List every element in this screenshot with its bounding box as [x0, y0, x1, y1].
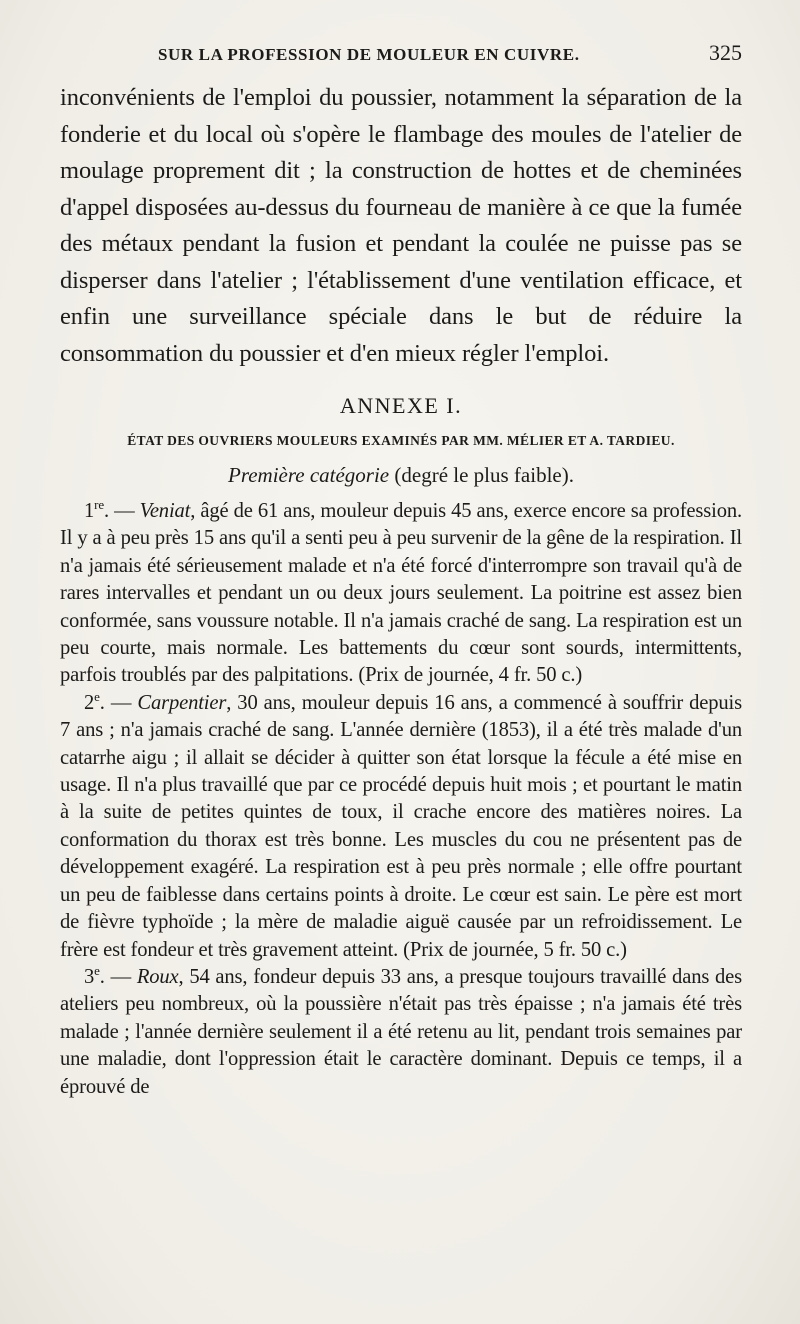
case-text: , 54 ans, fondeur depuis 33 ans, a presque toujours travaillé dans des ateliers peu nombreux, où la poussière n'était pas très épaisse ; n'a jamais été très malade ; l'année dernière seulement il a été retenu au lit, pendant trois semaines par une maladie, dont l'oppression était le caractère dominant. Depuis ce temps, il a éprouvé de [60, 965, 742, 1098]
case-number: 3e. — [84, 963, 137, 988]
case-text: , âgé de 61 ans, mouleur depuis 45 ans, exerce encore sa profession. Il y a à peu près 15 ans qu'il a senti peu à peu survenir de la gêne de la respiration. Il n'a jamais été sérieusement malade et n'a été forcé d'interrompre son travail qu'à de rares intervalles et pendant un ou deux jours seulement. La poitrine est assez bien conformée, sans voussure notable. Il n'a jamais craché de sang. La respiration est un peu courte, mais normale. Les battements du cœur sont sourds, intermittents, parfois troublés par des palpitations. (Prix de journée, 4 fr. 50 c.) [60, 500, 742, 687]
case-paragraph [60, 964, 742, 1101]
category-heading [60, 458, 742, 498]
case-text: , 30 ans, mouleur depuis 16 ans, a commencé à souffrir depuis 7 ans ; n'a jamais craché de sang. L'année dernière (1853), il a été très malade d'un catarrhe aigu ; il allait se décider à quitter son état lorsque la fécule a été mise en usage. Il n'a plus travaillé que par ce procédé depuis huit mois ; et pourtant le matin à la suite de petites quintes de toux, il crache encore des matières noires. La conformation du thorax est très bonne. Les muscles du cou ne présentent pas de développement exagéré. La respiration est à peu près normale ; elle offre pourtant un peu de faiblesse dans certains points à droite. Le cœur est sain. Le père est mort de fièvre typhoïde ; la mère de maladie aiguë causée par un refroidissement. Le frère est fondeur et très gravement atteint. (Prix de journée, 5 fr. 50 c.) [60, 691, 742, 961]
intro-section [60, 80, 742, 372]
case-number: 2e. — [84, 688, 138, 714]
case-paragraph [60, 498, 742, 690]
page-number: 325 [709, 40, 742, 65]
case-paragraph [60, 690, 742, 964]
annex-subtitle: ÉTAT DES OUVRIERS MOULEURS EXAMINÉS PAR MM. MÉLIER ET A. TARDIEU. [127, 433, 675, 448]
case-name: Roux [136, 965, 179, 988]
case-list [60, 498, 742, 1101]
case-name: Veniat [139, 500, 191, 522]
category-name: Première catégorie [228, 463, 390, 487]
annex-title: ANNEXE I. [339, 393, 463, 418]
intro-paragraph: inconvénients de l'emploi du poussier, notamment la séparation de la fonderie et du local où s'opère le flambage des moules de l'atelier de moulage proprement dit ; la construction de hottes et de cheminées d'appel disposées au-dessus du fourneau de manière à ce que la fumée des métaux pendant la fusion et pendant la coulée ne puisse pas se disperser dans l'atelier ; l'établissement d'une ventilation efficace, et enfin une surveillance spéciale dans le but de réduire la consommation du poussier et d'en mieux régler l'emploi. [60, 84, 742, 367]
case-number: 1re. — [84, 497, 140, 522]
running-title: SUR LA PROFESSION DE MOULEUR EN CUIVRE. [158, 45, 580, 64]
case-name: Carpentier [137, 691, 227, 714]
category-note: (degré le plus faible). [389, 463, 574, 487]
running-head [158, 40, 742, 80]
